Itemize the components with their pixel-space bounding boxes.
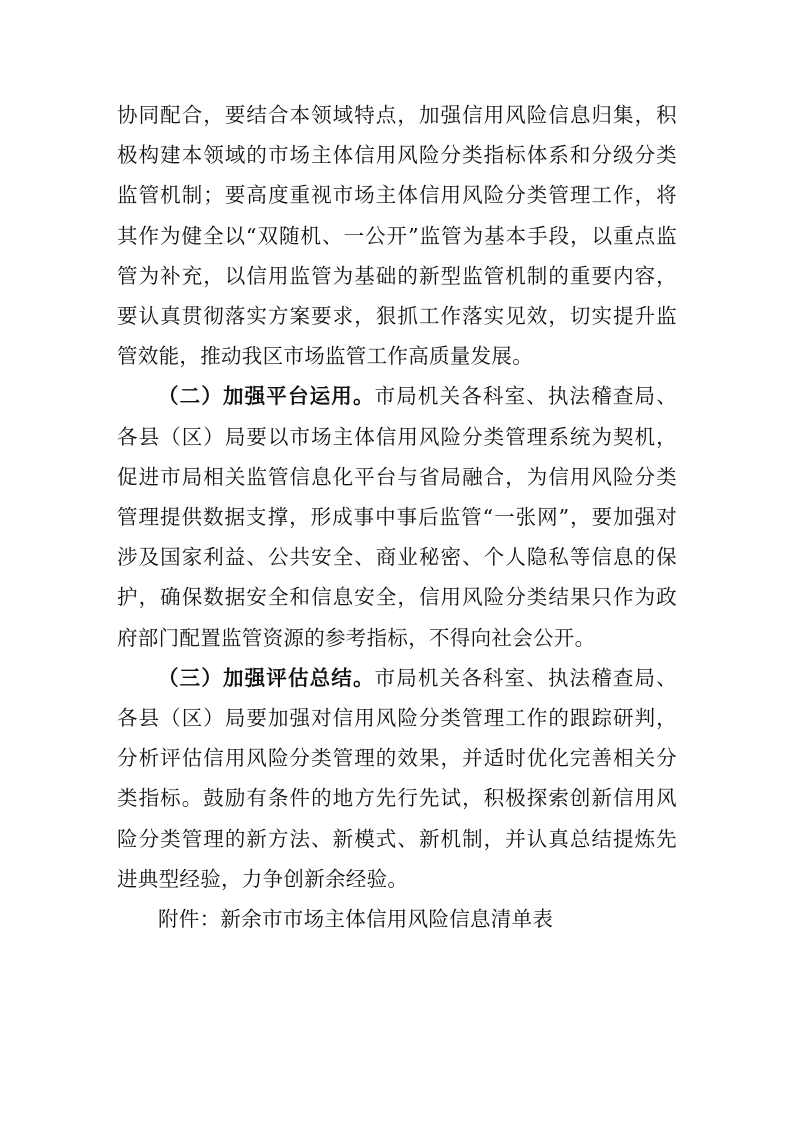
paragraph-continued (117, 95, 677, 376)
section-2-paragraph (117, 376, 677, 657)
section-2-body: 市局机关各科室、执法稽查局、各县（区）局要以市场主体信用风险分类管理系统为契机，促进市局相关监管信息化平台与省局融合，为信用风险分类管理提供数据支撑，形成事中事后监管“一张网”，要加强对涉及国家利益、公共安全、商业秘密、个人隐私等信息的保护，确保数据安全和信息安全，信用风险分类结果只作为政府部门配置监管资源的参考指标，不得向社会公开。 (117, 384, 677, 650)
attachment-line (117, 899, 677, 939)
section-3-body: 市局机关各科室、执法稽查局、各县（区）局要加强对信用风险分类管理工作的跟踪研判，分析评估信用风险分类管理的效果，并适时优化完善相关分类指标。鼓励有条件的地方先行先试，积极探索创新信用风险分类管理的新方法、新模式、新机制，并认真总结提炼先进典型经验，力争创新余经验。 (117, 665, 677, 891)
section-2-heading: （二）加强平台运用。 (158, 384, 375, 409)
document-body (117, 95, 677, 939)
section-3-paragraph (117, 658, 677, 899)
attachment-text: 附件：新余市市场主体信用风险信息清单表 (158, 907, 554, 932)
section-3-heading: （三）加强评估总结。 (158, 665, 375, 690)
paragraph-1-text: 协同配合，要结合本领域特点，加强信用风险信息归集，积极构建本领域的市场主体信用风险分类指标体系和分级分类监管机制；要高度重视市场主体信用风险分类管理工作，将其作为健全以“双随机、一公开”监管为基本手段，以重点监管为补充，以信用监管为基础的新型监管机制的重要内容，要认真贯彻落实方案要求，狠抓工作落实见效，切实提升监管效能，推动我区市场监管工作高质量发展。 (117, 103, 677, 369)
